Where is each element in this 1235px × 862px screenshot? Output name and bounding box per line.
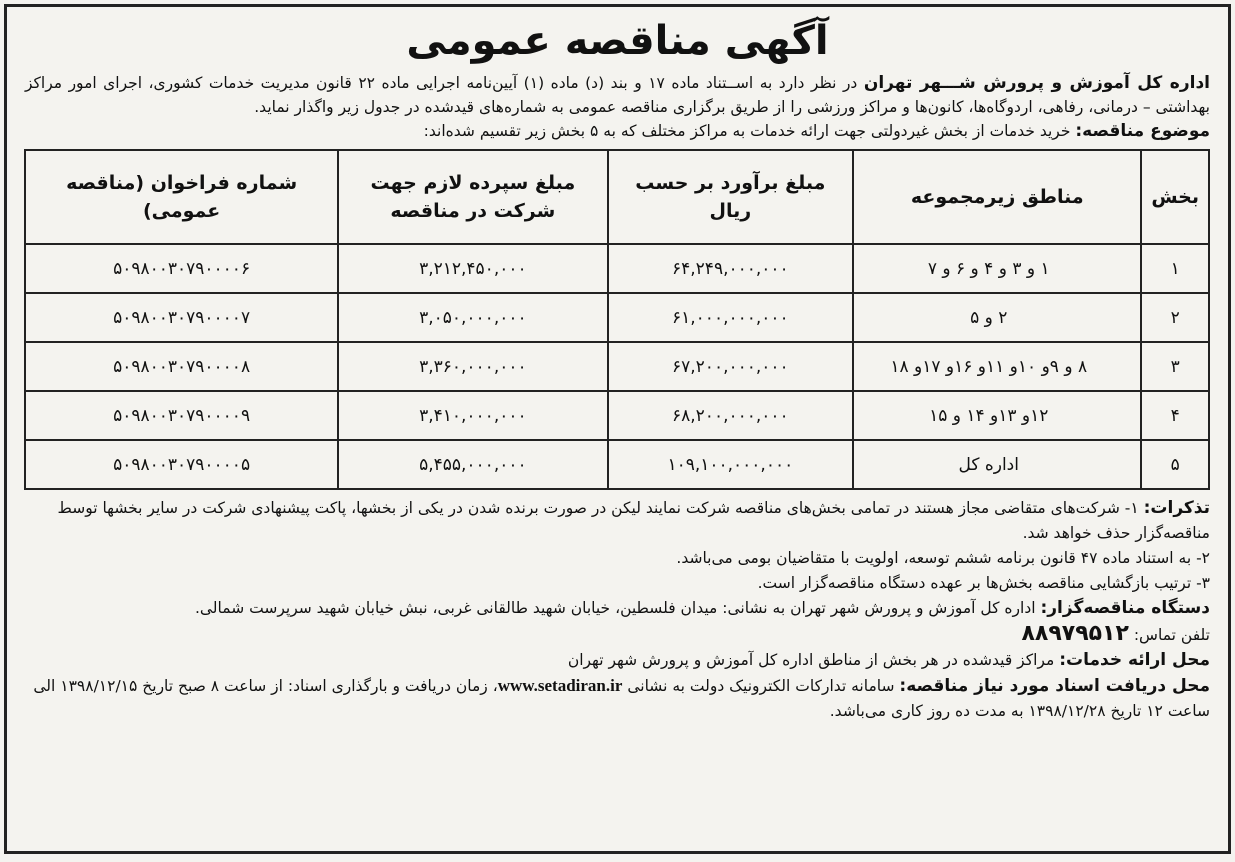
phone-number: ۸۸۹۷۹۵۱۲ bbox=[1021, 621, 1129, 646]
cell-part: ۲ bbox=[1141, 293, 1209, 342]
website-link[interactable]: www.setadiran.ir bbox=[497, 676, 623, 695]
organization-name: اداره کل آموزش و پرورش شـــهر تهران bbox=[863, 73, 1210, 93]
cell-part: ۵ bbox=[1141, 440, 1209, 489]
subject-label: موضوع مناقصه: bbox=[1075, 121, 1210, 141]
cell-deposit: ۵,۴۵۵,۰۰۰,۰۰۰ bbox=[338, 440, 607, 489]
table-header-row bbox=[25, 150, 1209, 244]
service-place-text: مراکز قیدشده در هر بخش از مناطق اداره کل آموزش و پرورش شهر تهران bbox=[567, 651, 1060, 669]
notes-label: تذکرات: bbox=[1143, 498, 1210, 518]
table-row bbox=[25, 342, 1209, 391]
note-3: ۳- ترتیب بازگشایی مناقصه بخش‌ها بر عهده دستگاه مناقصه‌گزار است. bbox=[757, 574, 1210, 592]
phone-label: تلفن تماس: bbox=[1128, 626, 1210, 644]
note-1-text: ۱- شرکت‌های متقاضی مجاز هستند در تمامی بخش‌های مناقصه شرکت نمایند لیکن در صورت برنده شدن در یکی از بخشها، پاکت پیشنهادی شرکت در سایر بخشها توسط مناقصه‌گزار حذف خواهد شد. bbox=[57, 499, 1210, 542]
tender-notice bbox=[4, 4, 1231, 854]
cell-estimate: ۶۸,۲۰۰,۰۰۰,۰۰۰ bbox=[608, 391, 854, 440]
note-2: ۲- به استناد ماده ۴۷ قانون برنامه ششم توسعه، اولویت با متقاضیان بومی می‌باشد. bbox=[676, 549, 1210, 567]
table-row bbox=[25, 391, 1209, 440]
cell-deposit: ۳,۰۵۰,۰۰۰,۰۰۰ bbox=[338, 293, 607, 342]
cell-areas: اداره کل bbox=[853, 440, 1141, 489]
cell-areas: ۱ و ۳ و ۴ و ۶ و ۷ bbox=[853, 244, 1141, 293]
cell-deposit: ۳,۳۶۰,۰۰۰,۰۰۰ bbox=[338, 342, 607, 391]
cell-call-number: ۵۰۹۸۰۰۳۰۷۹۰۰۰۰۵ bbox=[25, 440, 338, 489]
organizer-label: دستگاه مناقصه‌گزار: bbox=[1040, 598, 1210, 618]
cell-estimate: ۶۱,۰۰۰,۰۰۰,۰۰۰ bbox=[608, 293, 854, 342]
service-place-paragraph bbox=[25, 648, 1210, 673]
cell-part: ۴ bbox=[1141, 391, 1209, 440]
subject-text: خرید خدمات از بخش غیردولتی جهت ارائه خدمات به مراکز مختلف که به ۵ بخش زیر تقسیم شده‌اند: bbox=[423, 122, 1076, 140]
cell-part: ۳ bbox=[1141, 342, 1209, 391]
header-deposit: مبلغ سپرده لازم جهت شرکت در مناقصه bbox=[338, 150, 607, 244]
header-estimate: مبلغ برآورد بر حسب ریال bbox=[608, 150, 854, 244]
cell-estimate: ۱۰۹,۱۰۰,۰۰۰,۰۰۰ bbox=[608, 440, 854, 489]
cell-areas: ۱۲و ۱۳و ۱۴ و ۱۵ bbox=[853, 391, 1141, 440]
cell-call-number: ۵۰۹۸۰۰۳۰۷۹۰۰۰۰۸ bbox=[25, 342, 338, 391]
table-row bbox=[25, 244, 1209, 293]
cell-call-number: ۵۰۹۸۰۰۳۰۷۹۰۰۰۰۶ bbox=[25, 244, 338, 293]
notes-section bbox=[25, 496, 1210, 724]
tender-table bbox=[24, 149, 1210, 490]
phone-line bbox=[25, 621, 1210, 648]
cell-call-number: ۵۰۹۸۰۰۳۰۷۹۰۰۰۰۹ bbox=[25, 391, 338, 440]
note-1 bbox=[25, 496, 1210, 546]
cell-part: ۱ bbox=[1141, 244, 1209, 293]
documents-text-2: ، زمان دریافت و بارگذاری اسناد: از ساعت ۸ صبح تاریخ ۱۳۹۸/۱۲/۱۵ الی ساعت ۱۲ تاریخ ۱۳۹۸/۱۲/۲۸ به مدت ده روز کاری می‌باشد. bbox=[33, 677, 1210, 720]
organizer-paragraph bbox=[25, 596, 1210, 621]
header-part: بخش bbox=[1141, 150, 1209, 244]
documents-paragraph bbox=[25, 673, 1210, 724]
header-areas: مناطق زیرمجموعه bbox=[853, 150, 1141, 244]
cell-deposit: ۳,۴۱۰,۰۰۰,۰۰۰ bbox=[338, 391, 607, 440]
cell-estimate: ۶۷,۲۰۰,۰۰۰,۰۰۰ bbox=[608, 342, 854, 391]
cell-estimate: ۶۴,۲۴۹,۰۰۰,۰۰۰ bbox=[608, 244, 854, 293]
subject-paragraph bbox=[25, 119, 1210, 143]
documents-text-1: سامانه تدارکات الکترونیک دولت به نشانی bbox=[622, 677, 900, 695]
table-row bbox=[25, 440, 1209, 489]
cell-areas: ۸ و ۹و ۱۰و ۱۱و ۱۶و ۱۷و ۱۸ bbox=[853, 342, 1141, 391]
cell-call-number: ۵۰۹۸۰۰۳۰۷۹۰۰۰۰۷ bbox=[25, 293, 338, 342]
organizer-text: اداره کل آموزش و پرورش شهر تهران به نشانی: میدان فلسطین، خیابان شهید طالقانی غربی، نبش خیابان شهید سرپرست شمالی. bbox=[194, 599, 1041, 617]
service-place-label: محل ارائه خدمات: bbox=[1059, 650, 1210, 670]
cell-deposit: ۳,۲۱۲,۴۵۰,۰۰۰ bbox=[338, 244, 607, 293]
documents-label: محل دریافت اسناد مورد نیاز مناقصه: bbox=[899, 676, 1210, 696]
table-row bbox=[25, 293, 1209, 342]
intro-paragraph bbox=[25, 71, 1210, 119]
header-call-number: شماره فراخوان (مناقصه عمومی) bbox=[25, 150, 338, 244]
intro-text: در نظر دارد به اســتناد ماده ۱۷ و بند (د) ماده (۱) آیین‌نامه اجرایی ماده ۲۲ قانون مدیریت خدمات کشوری، اجرای امور مراکز بهداشتی – درمانی، رفاهی، اردوگاه‌ها، کانون‌ها و مراکز ورزشی را از طریق برگزاری مناقصه عمومی به شماره‌های قیدشده در جدول زیر واگذار نماید. bbox=[25, 74, 1210, 116]
notice-title: آگهی مناقصه عمومی bbox=[406, 18, 829, 64]
cell-areas: ۲ و ۵ bbox=[853, 293, 1141, 342]
